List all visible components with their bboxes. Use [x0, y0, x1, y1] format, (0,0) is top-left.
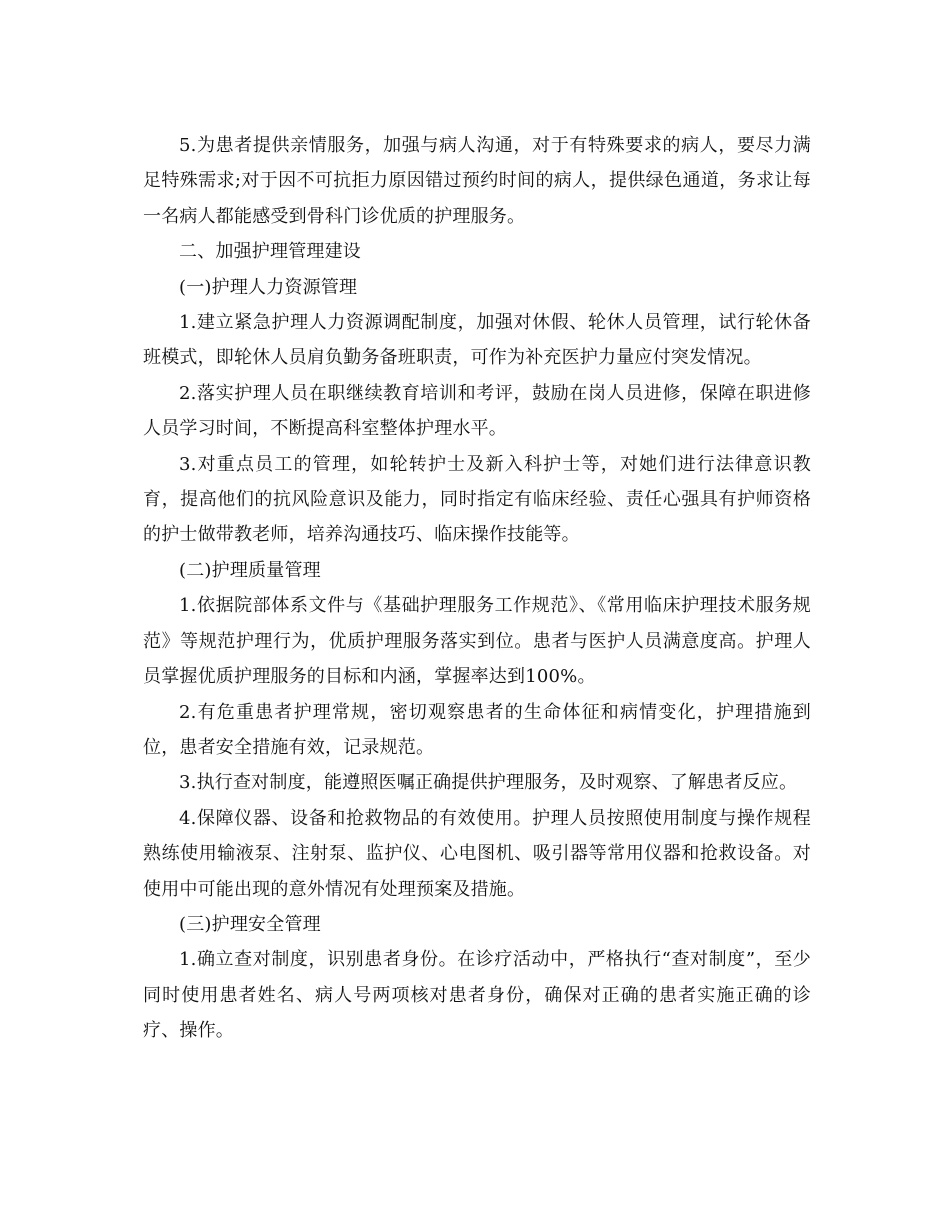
subsection-heading-safety: (三)护理安全管理 [179, 913, 321, 935]
section-heading-management: 二、加强护理管理建设 [179, 241, 361, 263]
paragraph-service-item-5: 5.为患者提供亲情服务，加强与病人沟通，对于有特殊要求的病人，要尽力满足特殊需求;对于因不可抗拒力原因错过预约时间的病人，提供绿色通道，务求让每一名病人都能感受到骨科门诊优质的护理服务。 [143, 135, 811, 227]
document-body [143, 128, 811, 1049]
paragraph-quality-item-3: 3.执行查对制度，能遵照医嘱正确提供护理服务，及时观察、了解患者反应。 [179, 772, 798, 794]
paragraph-quality-item-4: 4.保障仪器、设备和抢救物品的有效使用。护理人员按照使用制度与操作规程熟练使用输液泵、注射泵、监护仪、心电图机、吸引器等常用仪器和抢救设备。对使用中可能出现的意外情况有处理预案及措施。 [143, 807, 811, 900]
subsection-heading-quality: (二)护理质量管理 [179, 559, 321, 581]
paragraph-hr-item-2: 2.落实护理人员在职继续教育培训和考评，鼓励在岗人员进修，保障在职进修人员学习时间，不断提高科室整体护理水平。 [143, 382, 811, 440]
paragraph-quality-item-2: 2.有危重患者护理常规，密切观察患者的生命体征和病情变化，护理措施到位，患者安全措施有效，记录规范。 [143, 701, 811, 758]
paragraph-safety-item-1: 1.确立查对制度，识别患者身份。在诊疗活动中，严格执行“查对制度”，至少同时使用患者姓名、病人号两项核对患者身份，确保对正确的患者实施正确的诊疗、操作。 [143, 949, 811, 1042]
subsection-heading-human-resources: (一)护理人力资源管理 [179, 276, 358, 298]
paragraph-hr-item-1: 1.建立紧急护理人力资源调配制度，加强对休假、轮休人员管理，试行轮休备班模式，即轮休人员肩负勤务备班职责，可作为补充医护力量应付突发情况。 [143, 312, 811, 369]
paragraph-hr-item-3: 3.对重点员工的管理，如轮转护士及新入科护士等，对她们进行法律意识教育，提高他们的抗风险意识及能力，同时指定有临床经验、责任心强具有护师资格的护士做带教老师，培养沟通技巧、临床操作技能等。 [143, 453, 811, 546]
paragraph-quality-item-1: 1.依据院部体系文件与《基础护理服务工作规范》、《常用临床护理技术服务规范》等规范护理行为，优质护理服务落实到位。患者与医护人员满意度高。护理人员掌握优质护理服务的目标和内涵，掌握率达到100%。 [143, 595, 811, 688]
